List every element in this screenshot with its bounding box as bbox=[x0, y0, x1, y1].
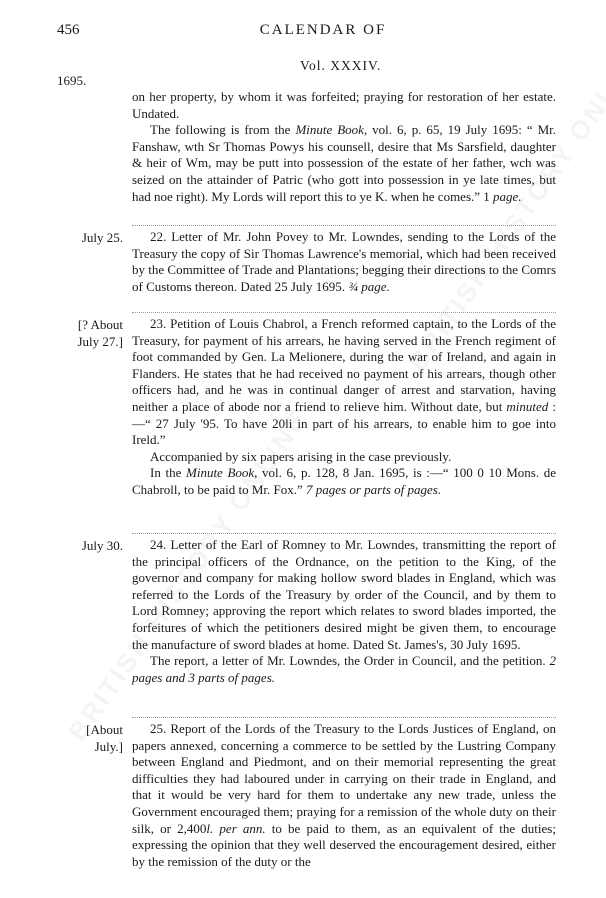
text-run: to be paid to them, as an equivalent of the duties; expressing the opinion that they well deserved the encouragement desired, either by the remission of the duty or the bbox=[132, 820, 556, 869]
volume-heading: Vol. XXXIV. bbox=[300, 58, 382, 73]
running-title: CALENDAR OF bbox=[259, 22, 387, 38]
page-count: ¾ page. bbox=[348, 278, 390, 294]
margin-date-line: July.] bbox=[94, 739, 123, 754]
margin-date: July 30. bbox=[81, 538, 123, 553]
margin-date bbox=[57, 316, 123, 350]
text-run: :—“ 27 July '95. To have 20li in part of his arrears, to enable him to goe into Ireld.” bbox=[132, 398, 556, 448]
divider bbox=[132, 312, 556, 313]
page-count: 2 pages and 3 parts of pages. bbox=[132, 653, 556, 685]
margin-date bbox=[57, 721, 123, 755]
entry-text bbox=[132, 316, 556, 449]
page-count: page. bbox=[493, 188, 522, 204]
margin-date: July 25. bbox=[81, 230, 123, 245]
entry-23 bbox=[132, 316, 556, 499]
divider bbox=[132, 533, 556, 534]
italic-title: Minute Book bbox=[186, 465, 255, 481]
text-run: The following is from the bbox=[150, 122, 296, 138]
text-run: The report, a letter of Mr. Lowndes, the Order in Council, and the petition. bbox=[150, 653, 550, 669]
text-run: , vol. 6, p. 128, 8 Jan. 1695, is :—“ 100 0 10 Mons. de Chabroll, to be paid to Mr. Fox.” bbox=[132, 465, 556, 497]
margin-date-line: [? About bbox=[77, 317, 123, 332]
entry-25 bbox=[132, 721, 556, 870]
entry-text bbox=[132, 229, 556, 295]
page-count: 7 pages or parts of pages. bbox=[306, 481, 442, 497]
italic-word: per ann. bbox=[213, 820, 266, 836]
accompanying-note bbox=[132, 653, 556, 686]
divider bbox=[132, 225, 556, 226]
text-run: 22. Letter of Mr. John Povey to Mr. Lowndes, sending to the Lords of the Treasury the copy of Sir Thomas Lawrence's memorial, which had been received by the Committee of Trade and Plantations; begging their directions to the Comrs of Customs thereon. Dated 25 July 1695. bbox=[132, 229, 556, 294]
entry-text: on her property, by whom it was forfeited; praying for restoration of her estate. Undated. bbox=[132, 89, 556, 121]
minute-paragraph bbox=[132, 465, 556, 498]
page-number: 456 bbox=[57, 22, 80, 38]
entry-22 bbox=[132, 229, 556, 295]
accompanying-note: Accompanied by six papers arising in the case previously. bbox=[150, 448, 452, 464]
italic-word: minuted bbox=[506, 398, 549, 414]
entry-text bbox=[132, 721, 556, 870]
margin-date-line: July 27.] bbox=[77, 334, 123, 349]
italic-word: l. bbox=[206, 820, 214, 836]
italic-title: Minute Book bbox=[295, 122, 364, 138]
text-run: 23. Petition of Louis Chabrol, a French reformed captain, to the Lords of the Treasury, for payment of his arrears, he having served in the French regiment of foot commanded by Gen. La Melionere, during the war of Ireland, and again in Flanders. He states that he had received no payment of his arrears, though other officers had, and he was in continual danger of arrest and starvation, having neither a place of abode nor a friend to relieve him. Without date, but bbox=[132, 316, 556, 414]
text-run: In the bbox=[150, 465, 186, 481]
entry-continuation bbox=[132, 89, 556, 205]
entry-24 bbox=[132, 537, 556, 686]
entry-text: 24. Letter of the Earl of Romney to Mr. Lowndes, transmitting the report of the principal officers of the Ordnance, on the petition to the King, of the governor and company for making hollow sword blades in England, which was referred to the Lords of the Treasury by order of the Council, and by them to Lord Romney; approving the report which relates to sword blades imported, the forfeitures of which the petitioners desired might be given them, to encourage the manufacture of sword blades at home. Dated St. James's, 30 July 1695. bbox=[132, 537, 556, 652]
divider bbox=[132, 717, 556, 718]
text-run: 25. Report of the Lords of the Treasury to the Lords Justices of England, on papers annexed, concerning a commerce to be settled by the Lustring Company between England and Piedmont, and on their memorial representing the great difficulties they had laboured under in carrying on their trade in England, and that it would be very hard for them to undertake any new trade, unless the Government encouraged them; praying for a remission of the whole duty on their silk, or 2,400 bbox=[132, 721, 556, 836]
margin-year: 1695. bbox=[57, 73, 87, 88]
minute-paragraph bbox=[132, 122, 556, 205]
margin-date-line: [About bbox=[86, 722, 123, 737]
text-run: , vol. 6, p. 65, 19 July 1695: “ Mr. Fanshaw, wth Sr Thomas Powys his counsell, desire that Ms Sarsfield, daughter & heir of Wm, may be putt into possession of the estate of her father, wch was seized on the attainder of Patric (who gott into possession in ye late times, but had noe right). My Lords will report this to ye K. when he comes.” 1 bbox=[132, 122, 556, 204]
